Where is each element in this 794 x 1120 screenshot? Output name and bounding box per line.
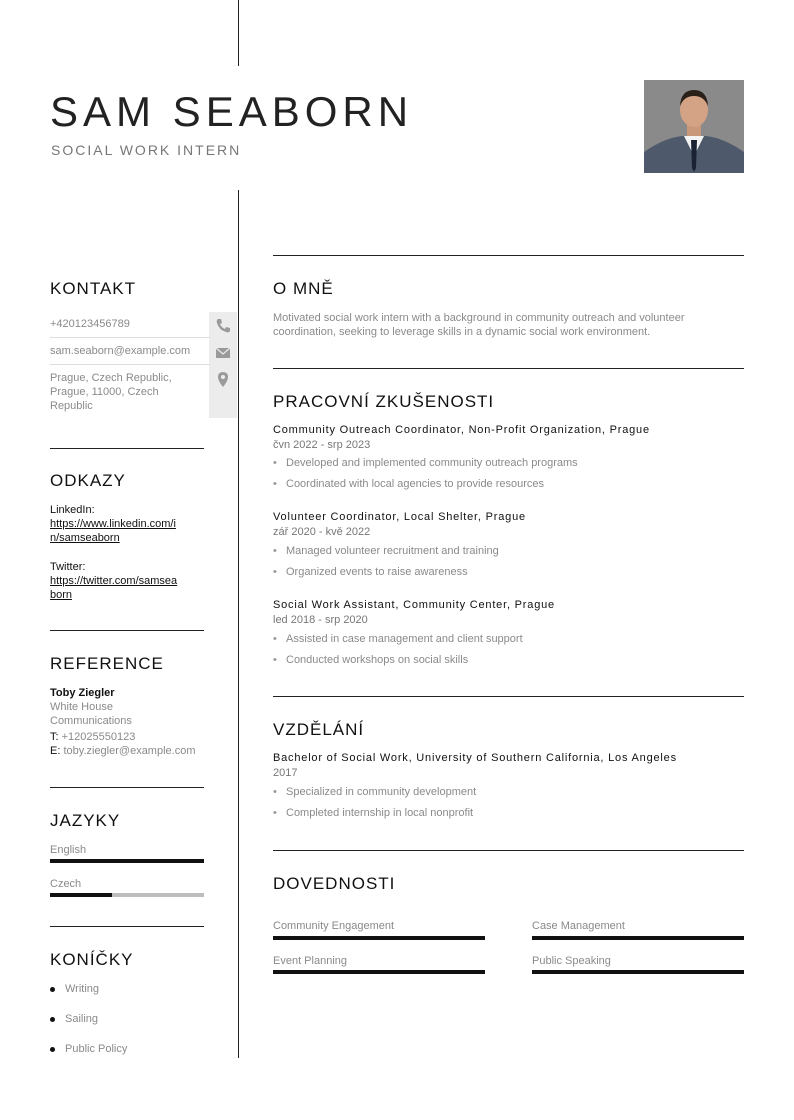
section-divider (50, 926, 204, 927)
job-bullet: • Assisted in case management and client support (286, 633, 523, 645)
job-title: Volunteer Coordinator, Local Shelter, Prague (273, 511, 526, 523)
address-line: Prague, 11000, Czech (50, 386, 159, 398)
bullet-dot (50, 1047, 55, 1052)
hobbies-heading: KONÍČKY (50, 950, 134, 969)
reference-phone-row (50, 730, 236, 744)
twitter-url-line[interactable]: https://twitter.com/samsea (50, 575, 178, 587)
hobby-item: Writing (65, 983, 100, 995)
contact-heading: KONTAKT (50, 279, 137, 298)
job-title: Community Outreach Coordinator, Non-Profit Organization, Prague (273, 424, 650, 436)
bullet-dot (50, 1017, 55, 1022)
section-divider (50, 787, 204, 788)
reference-email-row (50, 744, 236, 758)
job-title: Social Work Assistant, Community Center, Prague (273, 599, 555, 611)
job-bullet: • Coordinated with local agencies to provide resources (286, 478, 544, 490)
job-bullet: • Conducted workshops on social skills (286, 654, 468, 666)
education-bullet: • Specialized in community development (286, 786, 476, 798)
contact-address (50, 371, 238, 413)
skill-level-fill (273, 936, 485, 940)
about-text (273, 311, 744, 339)
linkedin-label: LinkedIn: (50, 504, 95, 516)
reference-phone: +12025550123 (61, 731, 136, 743)
degree-title: Bachelor of Social Work, University of Southern California, Los Angeles (273, 752, 677, 764)
language-level-fill (50, 893, 112, 897)
reference-block (50, 686, 236, 758)
job-bullet: • Organized events to raise awareness (286, 566, 468, 578)
degree-year: 2017 (273, 767, 298, 779)
skill-level-track (532, 970, 744, 974)
top-divider-line (238, 0, 239, 66)
skill-level-track (273, 970, 485, 974)
skill-level-fill (273, 970, 485, 974)
skill-level-fill (532, 970, 744, 974)
experience-heading: PRACOVNÍ ZKUŠENOSTI (273, 392, 495, 411)
reference-email-label: E: (50, 745, 61, 757)
linkedin-url-line[interactable]: https://www.linkedin.com/i (50, 518, 176, 530)
contact-separator (50, 337, 210, 338)
skill-name: Community Engagement (273, 920, 395, 932)
skill-name: Event Planning (273, 955, 347, 967)
reference-phone-label: T: (50, 731, 59, 743)
links-heading: ODKAZY (50, 471, 126, 490)
section-divider (50, 630, 204, 631)
contact-email: sam.seaborn@example.com (50, 345, 191, 357)
language-level-fill (50, 859, 204, 863)
skill-level-track (273, 936, 485, 940)
section-divider (273, 255, 744, 256)
skill-level-track (532, 936, 744, 940)
linkedin-url[interactable] (50, 517, 210, 545)
bullet-dot (50, 987, 55, 992)
reference-email: toby.ziegler@example.com (63, 745, 196, 757)
skill-level-fill (532, 936, 744, 940)
about-line: coordination, seeking to leverage skills in a dynamic social work environment. (273, 326, 651, 338)
about-line: Motivated social work intern with a background in community outreach and volunteer (273, 312, 685, 324)
twitter-link-block (50, 560, 210, 602)
section-divider (273, 696, 744, 697)
job-bullet: • Developed and implemented community outreach programs (286, 457, 578, 469)
skill-name: Case Management (532, 920, 625, 932)
contact-separator (50, 364, 210, 365)
hobby-item: Sailing (65, 1013, 99, 1025)
contact-phone: +420123456789 (50, 318, 130, 330)
job-bullet: • Managed volunteer recruitment and training (286, 545, 499, 557)
language-level-track (50, 859, 204, 863)
reference-heading: REFERENCE (50, 654, 164, 673)
section-divider (50, 448, 204, 449)
profile-photo (644, 80, 744, 173)
address-line: Prague, Czech Republic, (50, 372, 172, 384)
about-heading: O MNĚ (273, 279, 334, 298)
language-level-track (50, 893, 204, 897)
address-line: Republic (50, 400, 93, 412)
hobby-item: Public Policy (65, 1043, 128, 1055)
section-divider (273, 850, 744, 851)
candidate-name: SAM SEABORN (50, 88, 414, 135)
education-bullet: • Completed internship in local nonprofit (286, 807, 473, 819)
job-dates: čvn 2022 - srp 2023 (273, 439, 371, 451)
job-dates: led 2018 - srp 2020 (273, 614, 368, 626)
languages-heading: JAZYKY (50, 811, 121, 830)
reference-org: White House (50, 701, 113, 713)
linkedin-url-line[interactable]: n/samseaborn (50, 532, 120, 544)
twitter-url-line[interactable]: born (50, 589, 73, 601)
twitter-label: Twitter: (50, 561, 86, 573)
language-name: Czech (50, 878, 82, 890)
education-heading: VZDĚLÁNÍ (273, 720, 365, 739)
skills-heading: DOVEDNOSTI (273, 874, 396, 893)
skill-name: Public Speaking (532, 955, 611, 967)
twitter-url[interactable] (50, 574, 210, 602)
language-name: English (50, 844, 87, 856)
reference-org: Communications (50, 715, 132, 727)
job-dates: zář 2020 - kvě 2022 (273, 526, 371, 538)
column-divider-line (238, 190, 239, 1058)
candidate-role: SOCIAL WORK INTERN (51, 142, 242, 158)
linkedin-link-block (50, 503, 210, 545)
reference-name: Toby Ziegler (50, 687, 115, 699)
section-divider (273, 368, 744, 369)
profile-photo-illustration (644, 80, 744, 173)
